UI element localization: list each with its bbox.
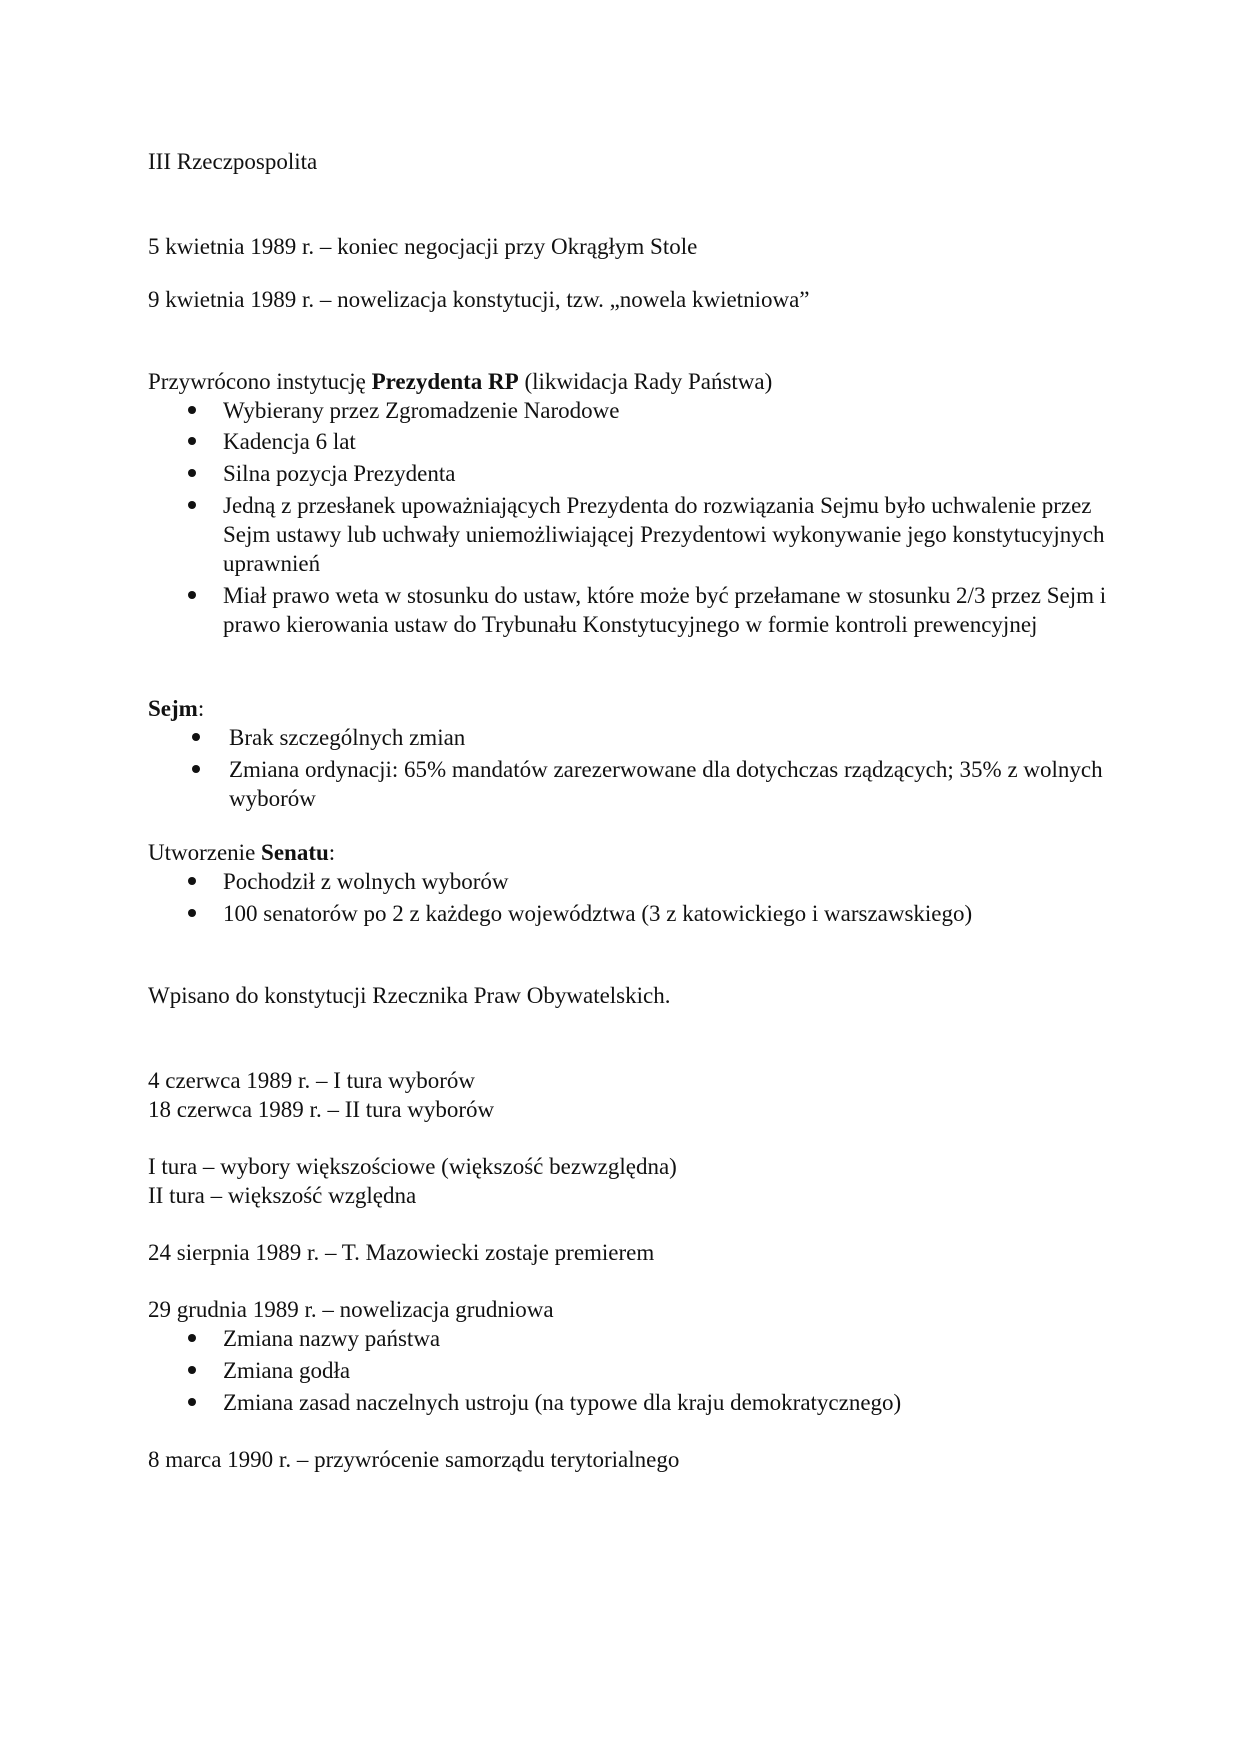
election-second-round: 18 czerwca 1989 r. – II tura wyborów [148,1097,495,1122]
sejm-heading [148,694,1108,723]
event-okragly-stol: 5 kwietnia 1989 r. – koniec negocjacji przy Okrągłym Stole [148,234,698,259]
senat-heading-pre: Utworzenie [148,840,262,865]
document-title: III Rzeczpospolita [148,149,318,174]
sejm-heading-post: : [197,696,205,721]
president-list [148,396,1108,639]
tura-second: II tura – większość względna [148,1183,417,1208]
list-item: 100 senatorów po 2 z każdego województwa (3 z katowickiego i warszawskiego) [148,899,1108,928]
document-page [148,147,1108,1474]
senat-heading-bold: Senatu [261,840,329,865]
president-intro [148,367,1108,396]
election-first-round: 4 czerwca 1989 r. – I tura wyborów [148,1068,475,1093]
event-nowela-kwietniowa: 9 kwietnia 1989 r. – nowelizacja konstytucji, tzw. „nowela kwietniowa” [148,287,810,312]
president-intro-post: (likwidacja Rady Państwa) [518,369,773,394]
tura-first: I tura – wybory większościowe (większość bezwzględna) [148,1154,677,1179]
list-item: Pochodził z wolnych wyborów [148,867,1108,896]
list-item: Zmiana zasad naczelnych ustroju (na typowe dla kraju demokratycznego) [148,1388,1108,1417]
mazowiecki-paragraph: 24 sierpnia 1989 r. – T. Mazowiecki zostaje premierem [148,1240,655,1265]
december-heading: 29 grudnia 1989 r. – nowelizacja grudniowa [148,1297,554,1322]
list-item: Brak szczególnych zmian [148,723,1108,752]
list-item: Silna pozycja Prezydenta [148,459,1108,488]
rpo-paragraph: Wpisano do konstytucji Rzecznika Praw Obywatelskich. [148,983,671,1008]
president-intro-pre: Przywrócono instytucję [148,369,372,394]
sejm-list [148,723,1108,813]
senat-heading-post: : [328,840,336,865]
president-intro-bold: Prezydenta RP [371,369,519,394]
senat-list [148,867,1108,928]
sejm-heading-bold: Sejm [148,696,198,721]
list-item: Zmiana godła [148,1356,1108,1385]
list-item: Jedną z przesłanek upoważniających Prezydenta do rozwiązania Sejmu było uchwalenie przez Sejm ustawy lub uchwały uniemożliwiającej Prezydentowi wykonywanie jego konstytucyjnych uprawnień [148,491,1108,578]
list-item: Kadencja 6 lat [148,427,1108,456]
senat-heading [148,838,1108,867]
list-item: Miał prawo weta w stosunku do ustaw, które może być przełamane w stosunku 2/3 przez Sejm i prawo kierowania ustaw do Trybunału Konstytucyjnego w formie kontroli prewencyjnej [148,581,1108,639]
samorzad-paragraph: 8 marca 1990 r. – przywrócenie samorządu terytorialnego [148,1447,680,1472]
december-list [148,1324,1108,1417]
list-item: Wybierany przez Zgromadzenie Narodowe [148,396,1108,425]
list-item: Zmiana nazwy państwa [148,1324,1108,1353]
list-item: Zmiana ordynacji: 65% mandatów zarezerwowane dla dotychczas rządzących; 35% z wolnych wyborów [148,755,1108,813]
